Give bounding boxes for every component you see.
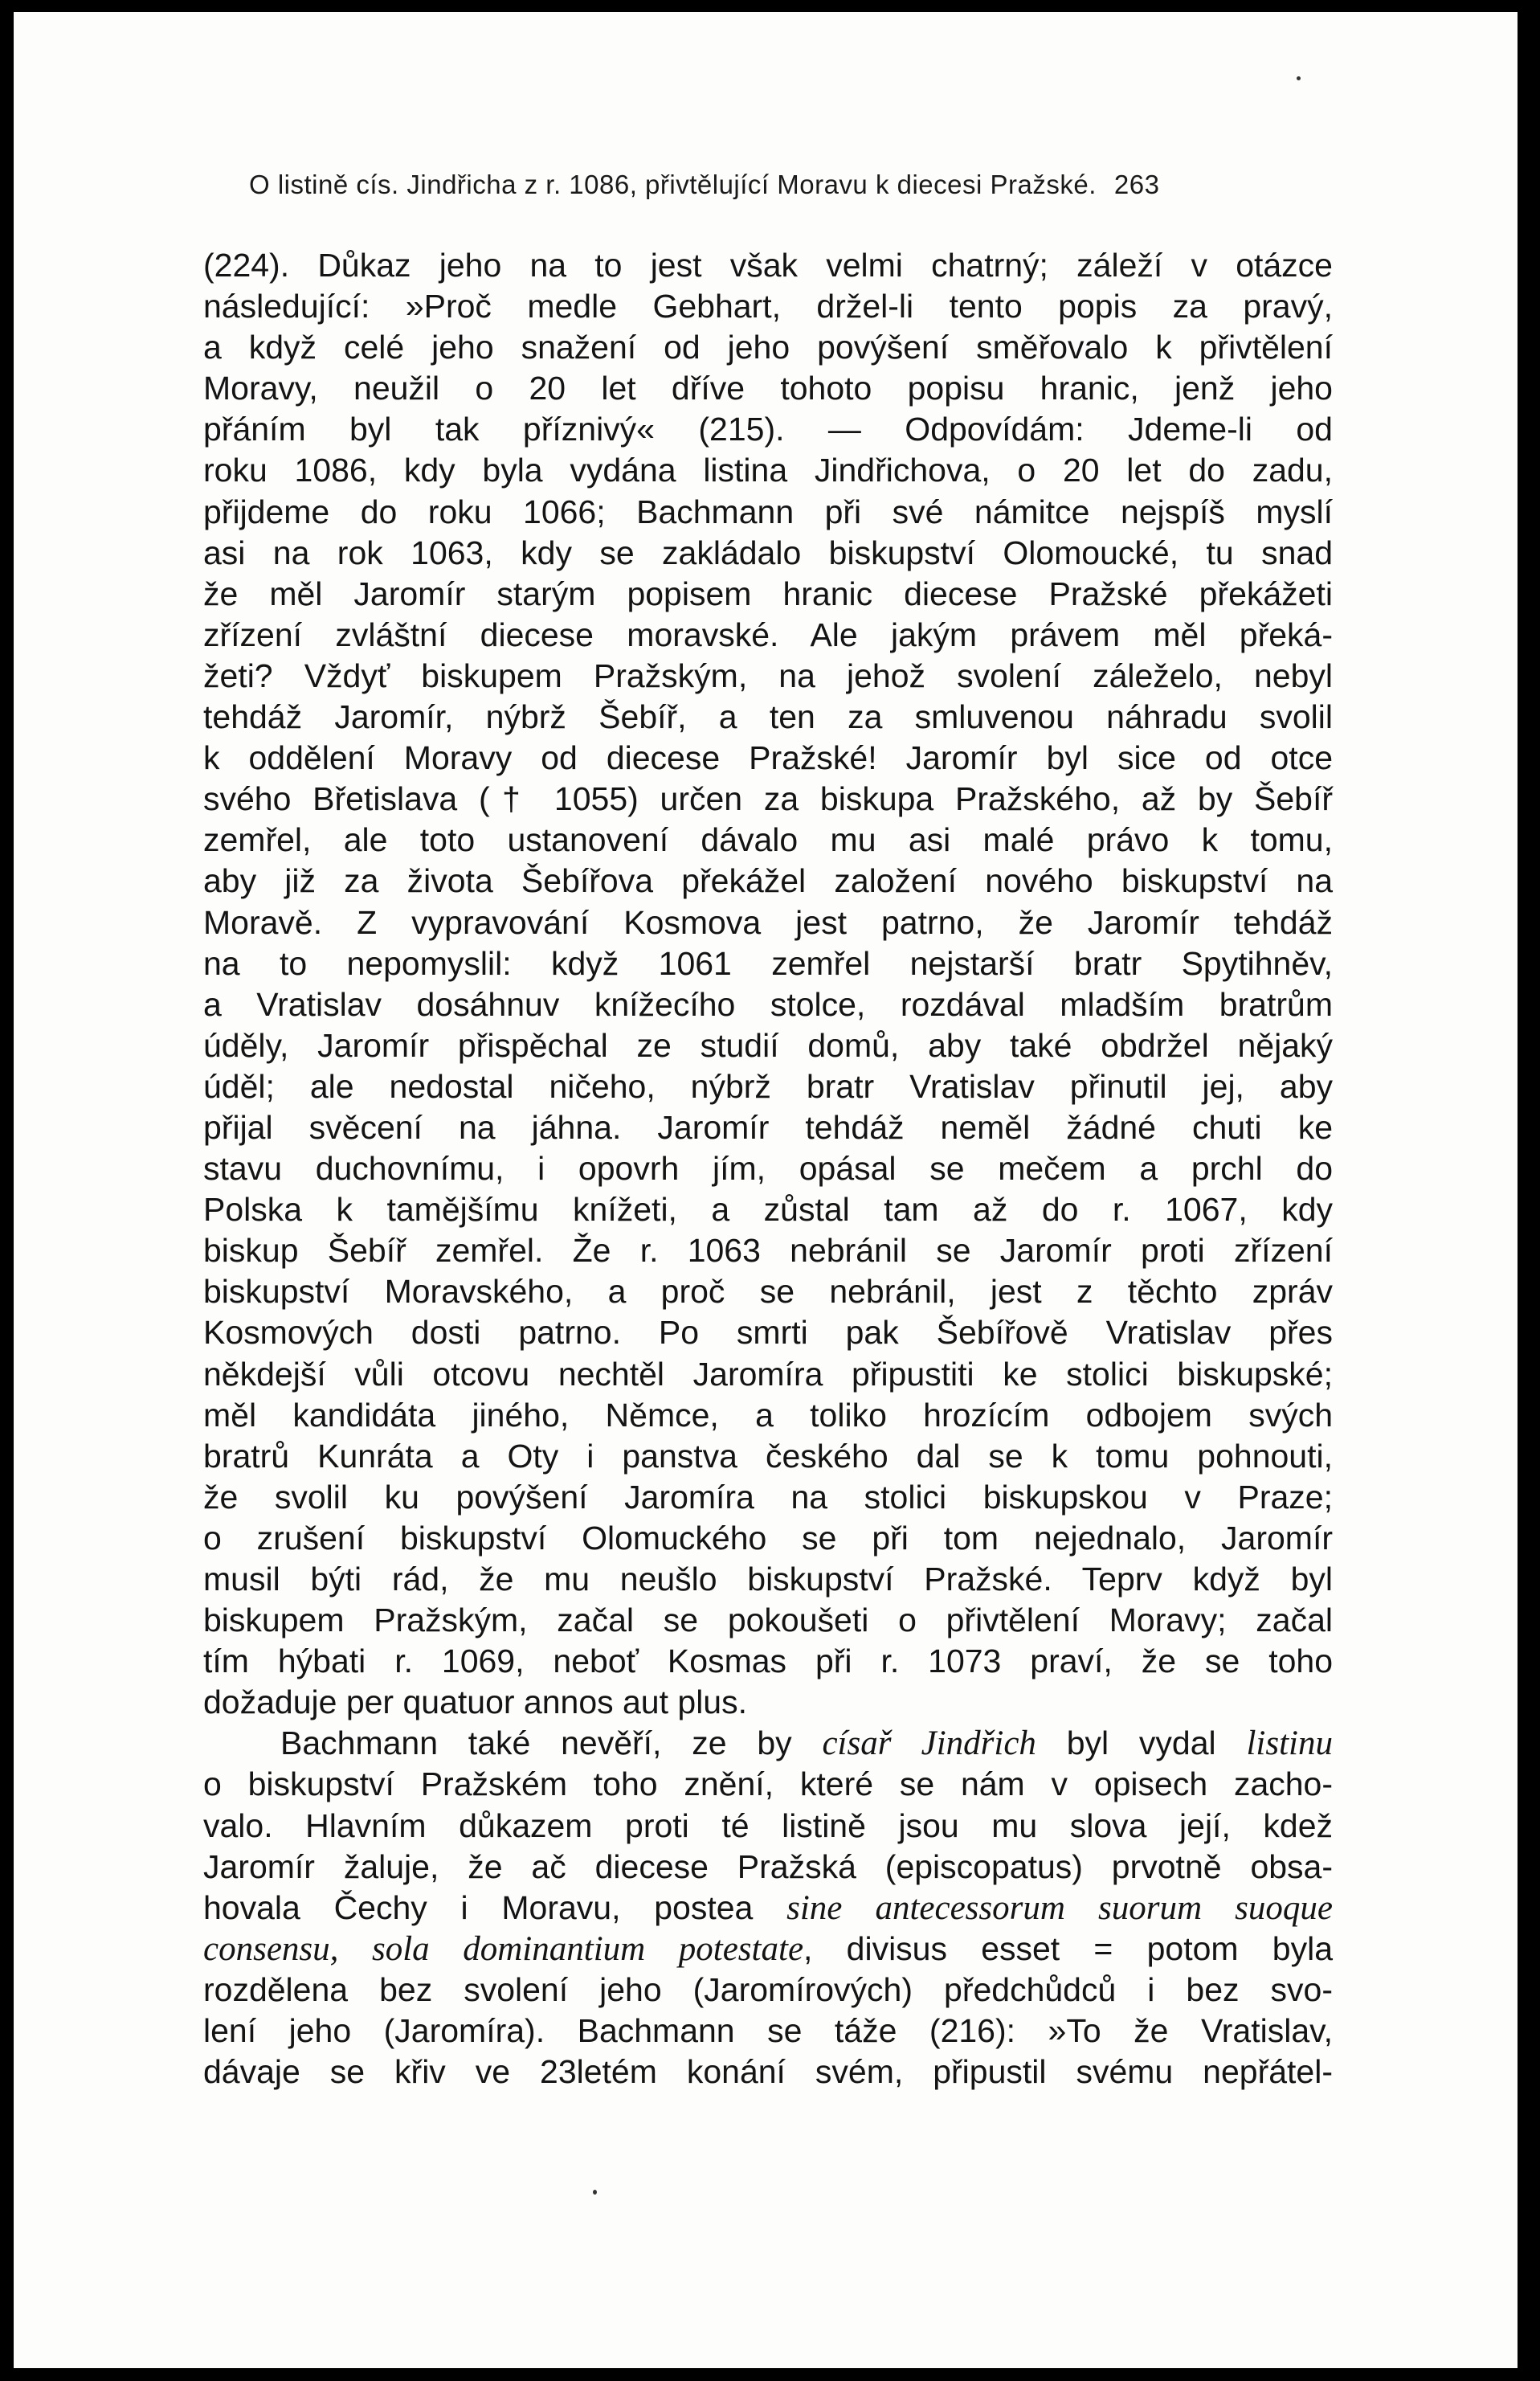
paragraph-2 <box>203 1723 1333 2093</box>
text-line: asi na rok 1063, kdy se zakládalo biskupství Olomoucké, tu snad <box>203 534 1333 571</box>
book-page <box>14 12 1518 2368</box>
text-line: svého Břetislava († 1055) určen za biskupa Pražského, až by Šebíř <box>203 780 1333 818</box>
text-line: na to nepomyslil: když 1061 zemřel nejstarší bratr Spytihněv, <box>203 944 1333 982</box>
text-line: následující: »Proč medle Gebhart, držel-li tento popis za pravý, <box>203 288 1333 325</box>
scan-speck <box>593 2190 597 2195</box>
text-line: Jaromír žaluje, že ač diecese Pražská (episcopatus) prvotně obsa- <box>203 1847 1333 1885</box>
text-line: dávaje se křiv ve 23letém konání svém, připustil svému nepřátel- <box>203 2053 1333 2091</box>
text-line: dožaduje per quatuor annos aut plus. <box>203 1683 748 1721</box>
text-line <box>203 1929 1333 1970</box>
text-run: hovala Čechy i Moravu, postea <box>203 1888 787 1926</box>
text-line: biskupství Moravského, a proč se nebránil, jest z těchto zpráv <box>203 1273 1333 1311</box>
text-line <box>203 1723 1333 1764</box>
text-line: tehdáž Jaromír, nýbrž Šebíř, a ten za smluvenou náhradu svolil <box>203 698 1333 736</box>
text-line: někdejší vůli otcovu nechtěl Jaromíra připustiti ke stolici biskupské; <box>203 1355 1333 1393</box>
italic-run: sine antecessorum suorum suoque <box>786 1888 1333 1927</box>
text-line: Moravě. Z vypravování Kosmova jest patrno, že Jaromír tehdáž <box>203 903 1333 941</box>
body-text <box>203 245 1333 2093</box>
text-line: a Vratislav dosáhnuv knížecího stolce, rozdával mladším bratrům <box>203 985 1333 1023</box>
text-line: že svolil ku povýšení Jaromíra na stolici biskupskou v Praze; <box>203 1478 1333 1516</box>
text-line: (224). Důkaz jeho na to jest však velmi chatrný; záleží v otázce <box>203 247 1333 284</box>
text-line: úděl; ale nedostal ničeho, nýbrž bratr Vratislav přinutil jej, aby <box>203 1067 1333 1105</box>
italic-run: consensu, sola dominantium potestate <box>203 1929 804 1968</box>
text-line: musil býti rád, že mu neušlo biskupství Pražské. Teprv když byl <box>203 1561 1333 1598</box>
scan-speck <box>1297 76 1301 80</box>
text-line: k oddělení Moravy od diecese Pražské! Jaromír byl sice od otce <box>203 739 1333 777</box>
text-line: roku 1086, kdy byla vydána listina Jindřichova, o 20 let do zadu, <box>203 452 1333 489</box>
text-line: Kosmových dosti patrno. Po smrti pak Šebířově Vratislav přes <box>203 1314 1333 1352</box>
text-line: přijdeme do roku 1066; Bachmann při své námitce nejspíš myslí <box>203 493 1333 530</box>
text-line: přijal svěcení na jáhna. Jaromír tehdáž neměl žádné chuti ke <box>203 1108 1333 1146</box>
text-line: o biskupství Pražském toho znění, které se nám v opisech zacho- <box>203 1765 1333 1803</box>
running-header <box>249 170 1334 200</box>
text-line: a když celé jeho snažení od jeho povýšení směřovalo k přivtělení <box>203 329 1333 366</box>
text-line: lení jeho (Jaromíra). Bachmann se táže (216): »To že Vratislav, <box>203 2012 1333 2050</box>
text-line: biskup Šebíř zemřel. Že r. 1063 nebránil se Jaromír proti zřízení <box>203 1232 1333 1270</box>
text-line: biskupem Pražským, začal se pokoušeti o přivtělení Moravy; začal <box>203 1602 1333 1639</box>
text-run: byl vydal <box>1036 1724 1247 1762</box>
text-run: Bachmann také nevěří, ze by <box>280 1724 823 1762</box>
text-line: Polska k tamějšímu knížeti, a zůstal tam až do r. 1067, kdy <box>203 1191 1333 1229</box>
text-line: o zrušení biskupství Olomuckého se při tom nejednalo, Jaromír <box>203 1519 1333 1557</box>
text-line: aby již za života Šebířova překážel založení nového biskupství na <box>203 862 1333 900</box>
text-line: stavu duchovnímu, i opovrh jím, opásal se mečem a prchl do <box>203 1150 1333 1188</box>
running-title: O listině cís. Jindřicha z r. 1086, přivtělující Moravu k diecesi Pražské. <box>249 170 1097 199</box>
text-line: měl kandidáta jiného, Němce, a toliko hrozícím odbojem svých <box>203 1396 1333 1434</box>
text-line: žeti? Vždyť biskupem Pražským, na jehož svolení záleželo, nebyl <box>203 657 1333 694</box>
text-run: , divisus esset = potom byla <box>803 1929 1333 1967</box>
text-line: úděly, Jaromír přispěchal ze studií domů, aby také obdržel nějaký <box>203 1026 1333 1064</box>
text-line <box>203 1888 1333 1929</box>
text-line: rozdělena bez svolení jeho (Jaromírových) předchůdců i bez svo- <box>203 1970 1333 2008</box>
text-line: přáním byl tak příznivý« (215). — Odpovídám: Jdeme-li od <box>203 411 1333 448</box>
text-line: tím hýbati r. 1069, neboť Kosmas při r. 1073 praví, že se toho <box>203 1643 1333 1680</box>
page-number: 263 <box>1113 170 1160 199</box>
text-line: valo. Hlavním důkazem proti té listině jsou mu slova její, kdež <box>203 1806 1333 1844</box>
text-line: Moravy, neužil o 20 let dříve tohoto popisu hranic, jenž jeho <box>203 370 1333 407</box>
text-line: že měl Jaromír starým popisem hranic diecese Pražské překážeti <box>203 575 1333 612</box>
paragraph-1 <box>203 245 1333 1723</box>
text-line: zemřel, ale toto ustanovení dávalo mu asi malé právo k tomu, <box>203 821 1333 859</box>
text-line: bratrů Kunráta a Oty i panstva českého dal se k tomu pohnouti, <box>203 1437 1333 1475</box>
text-line: zřízení zvláštní diecese moravské. Ale jakým právem měl překá- <box>203 616 1333 653</box>
italic-run: císař Jindřich <box>822 1724 1036 1763</box>
italic-run: listinu <box>1246 1724 1333 1763</box>
